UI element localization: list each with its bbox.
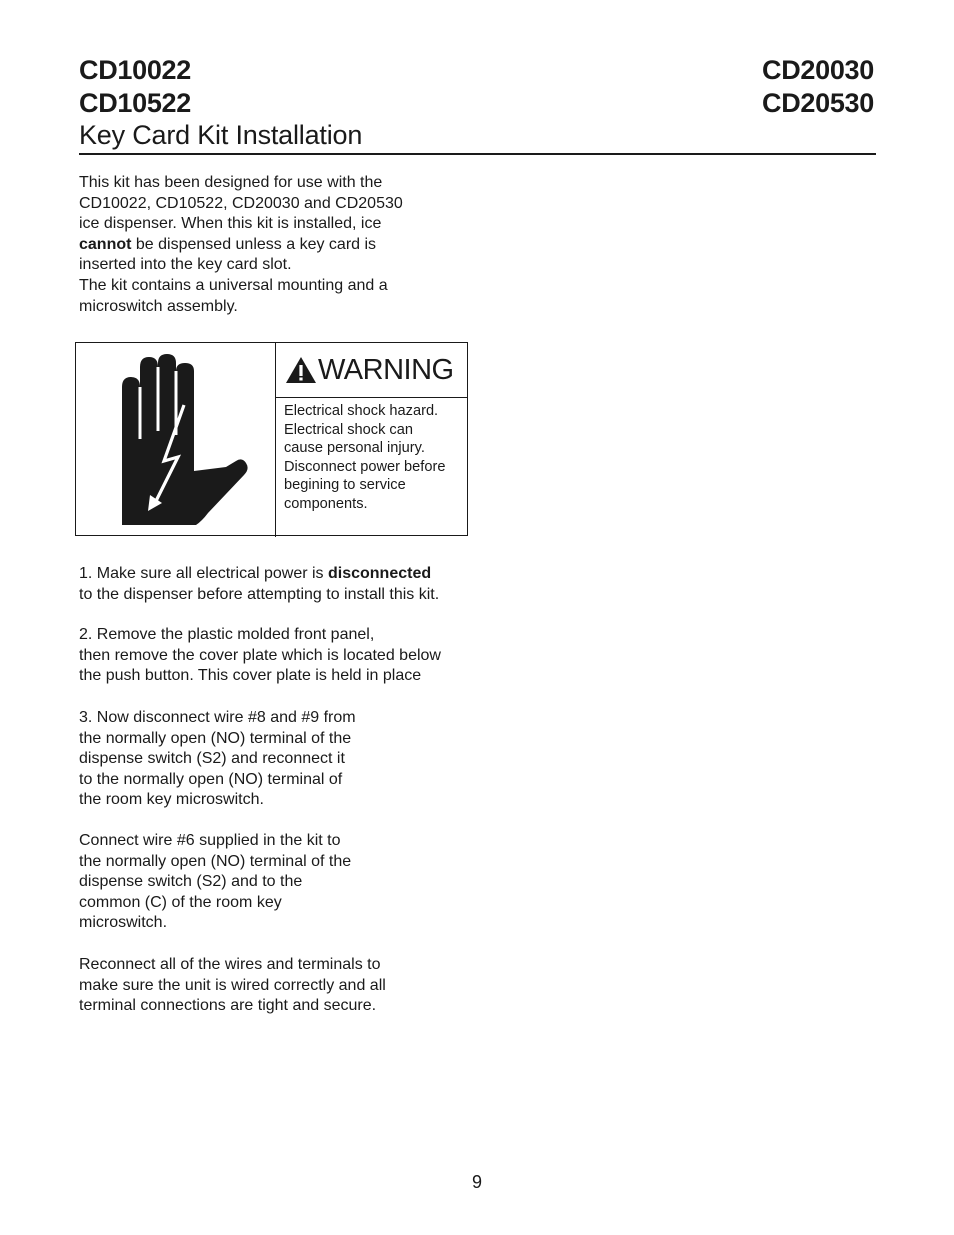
page-number: 9 [471,1172,482,1192]
model-numbers-right [762,54,874,120]
step-reconnect: Reconnect all of the wires and terminals to make sure the unit is wired correctly and all terminal connections are tight and secure. [79,956,386,1015]
step-3: 3. Now disconnect wire #8 and #9 from the normally open (NO) terminal of the dispense switch (S2) and reconnect it to the normally open (NO) terminal of the room key microswitch. [79,709,356,809]
warning-header [276,343,468,398]
step-text: 1. Make sure all electrical power is [79,565,328,582]
step-2: 2. Remove the plastic molded front panel, then remove the cover plate which is located below the push button. This cover plate is held in place [79,626,441,685]
warning-heading: WARNING [318,353,454,386]
intro-text: This kit has been designed for use with the CD10022, CD10522, CD20030 and CD20530 ice dispenser. When this kit is installed, ice [79,174,403,233]
warning-box [75,342,468,536]
warning-text: Electrical shock hazard. Electrical shock can cause personal injury. Disconnect power before begining to service components. [284,403,446,512]
title-divider [79,153,876,155]
model-number: CD10522 [79,88,191,118]
exclamation-triangle-icon [285,356,317,384]
step-1 [79,564,499,605]
model-number: CD20030 [762,55,874,85]
warning-pictogram [76,343,276,537]
intro-emphasis: cannot [79,235,132,253]
intro-text: be dispensed unless a key card is inserted into the key card slot. The kit contains a universal mounting and a microswitch assembly. [79,235,388,315]
step-connect-wire: Connect wire #6 supplied in the kit to the normally open (NO) terminal of the dispense switch (S2) and to the common (C) of the room key microswitch. [79,832,352,932]
intro-paragraph [79,173,459,317]
electric-shock-hand-icon [76,343,276,537]
model-numbers-left [79,54,191,120]
step-text: to the dispenser before attempting to install this kit. [79,585,440,603]
step-emphasis: disconnected [327,565,432,582]
page-title: Key Card Kit Installation [79,120,363,150]
model-number: CD20530 [762,88,874,118]
model-number: CD10022 [79,55,191,85]
